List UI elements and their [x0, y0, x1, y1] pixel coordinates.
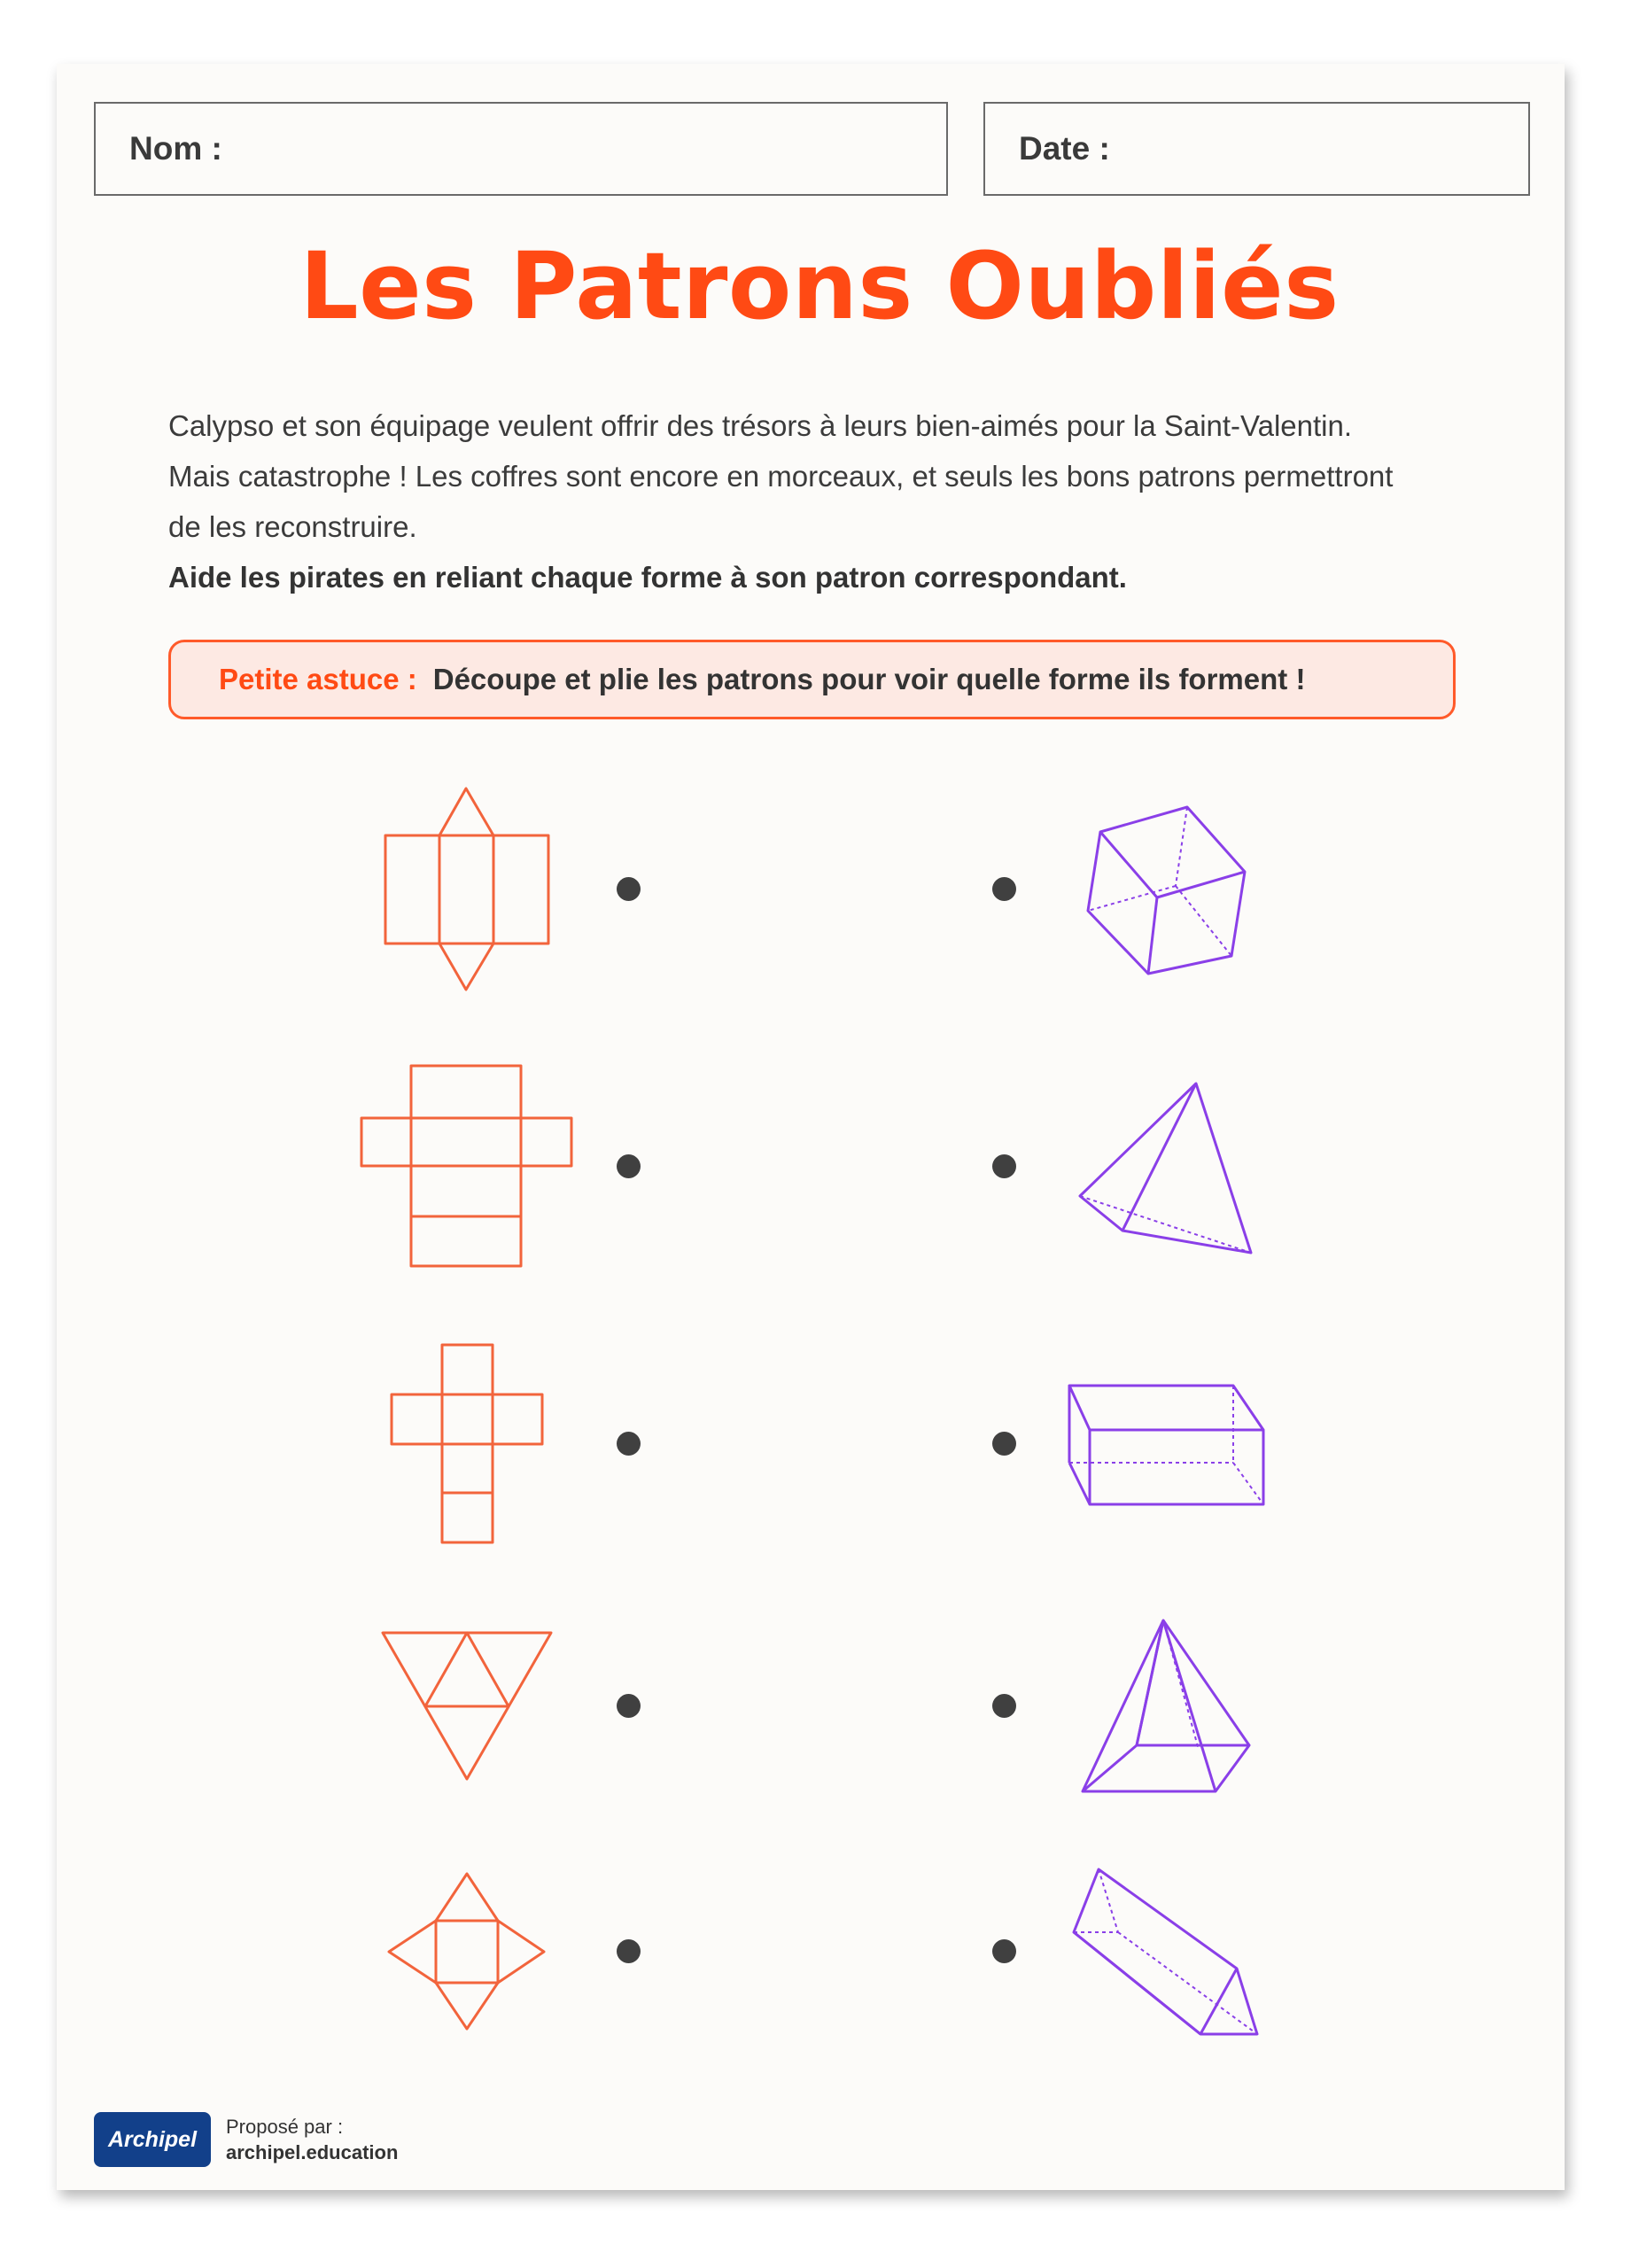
rectangular-prism-solid — [1069, 1386, 1263, 1504]
rectangular-box-net — [361, 1066, 571, 1266]
square-pyramid-solid — [1083, 1620, 1249, 1791]
cube-solid — [1088, 807, 1245, 974]
proposed-by-label: Proposé par : — [226, 2116, 344, 2138]
archipel-logo — [94, 2112, 211, 2167]
tip-text: Découpe et plie les patrons pour voir quelle forme ils forment ! — [432, 663, 1306, 695]
intro-line-2: Mais catastrophe ! Les coffres sont encore en morceaux, et seuls les bons patrons permettront — [168, 460, 1394, 493]
tip-label: Petite astuce : — [219, 663, 417, 695]
instruction-text: Aide les pirates en reliant chaque forme à son patron correspondant. — [168, 561, 1127, 594]
triangular-prism-net — [385, 788, 548, 990]
logo-text: Archipel — [107, 2126, 198, 2152]
right-dot-2[interactable] — [992, 1154, 1016, 1178]
right-dot-1[interactable] — [992, 877, 1016, 901]
left-dot-1[interactable] — [617, 877, 641, 901]
right-dot-3[interactable] — [992, 1432, 1016, 1456]
page-title: Les Patrons Oubliés — [299, 232, 1340, 340]
cube-net — [392, 1345, 542, 1542]
tetrahedron-solid — [1080, 1084, 1251, 1253]
left-dot-3[interactable] — [617, 1432, 641, 1456]
left-dot-2[interactable] — [617, 1154, 641, 1178]
right-dot-5[interactable] — [992, 1939, 1016, 1963]
right-dot-4[interactable] — [992, 1694, 1016, 1718]
intro-line-3: de les reconstruire. — [168, 510, 417, 543]
intro-line-1: Calypso et son équipage veulent offrir des trésors à leurs bien-aimés pour la Saint-Valentin. — [168, 409, 1353, 442]
left-dot-5[interactable] — [617, 1939, 641, 1963]
footer-credit — [226, 2114, 398, 2165]
left-dot-4[interactable] — [617, 1694, 641, 1718]
footer-url[interactable]: archipel.education — [226, 2141, 399, 2163]
name-label: Nom : — [129, 130, 222, 167]
square-pyramid-net — [389, 1874, 544, 2029]
date-label: Date : — [1019, 130, 1110, 167]
triangular-prism-solid — [1074, 1869, 1257, 2034]
tetrahedron-net — [383, 1633, 551, 1779]
